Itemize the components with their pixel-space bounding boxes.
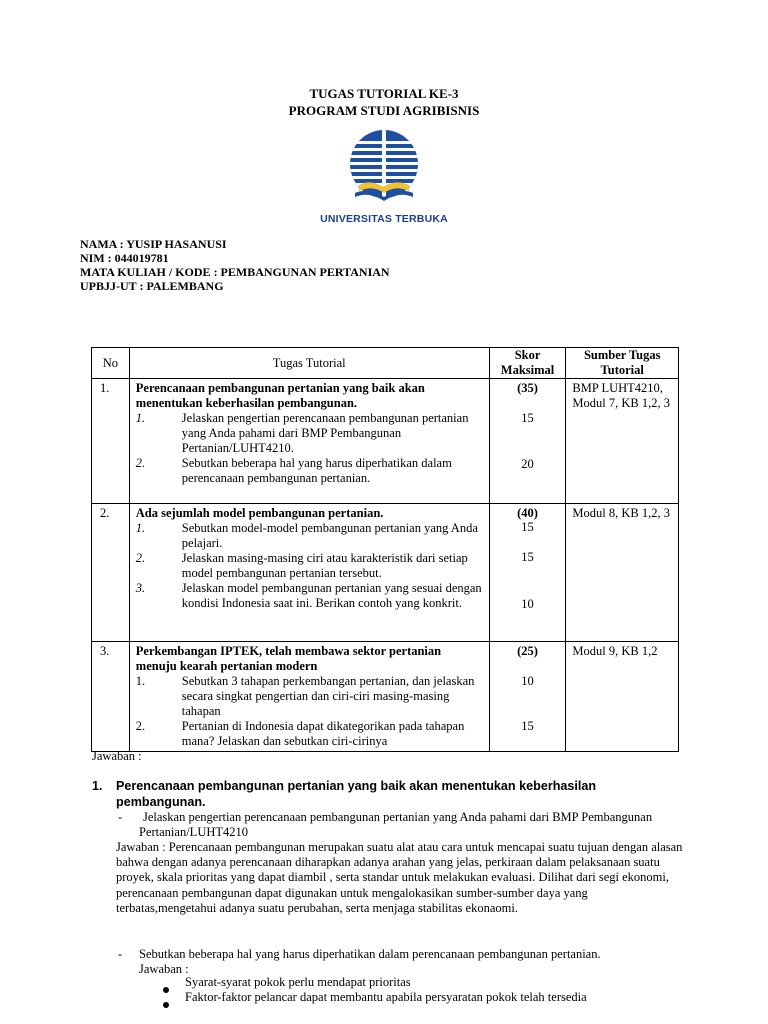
header-source: Sumber Tugas Tutorial <box>566 348 679 379</box>
table-header-row <box>92 348 679 379</box>
source-cell: BMP LUHT4210, Modul 7, KB 1,2, 3 <box>566 379 679 504</box>
item-score: 15 <box>521 719 534 733</box>
task-item: 3. Jelaskan model pembangunan pertanian yang sesuai dengan kondisi Indonesia saat ini. Berikan contoh yang konkrit. <box>135 581 482 610</box>
task-heading: Ada sejumlah model pembangunan pertanian. <box>135 506 384 520</box>
table-row <box>92 642 679 752</box>
table-row <box>92 379 679 504</box>
task-item: 2. Pertanian di Indonesia dapat dikategorikan pada tahapan mana? Jelaskan dan sebutkan ciri-cirinya <box>135 719 465 748</box>
student-name: NAMA : YUSIP HASANUSI <box>80 237 227 251</box>
header-skor: Skor Maksimal <box>489 348 566 379</box>
task-item: 2. Jelaskan masing-masing ciri atau karakteristik dari setiap model pembangunan pertanian tersebut. <box>135 551 468 580</box>
list-item: Faktor-faktor pelancar dapat membantu apabila persyaratan pokok telah tersedia <box>185 990 587 1004</box>
item-score: 20 <box>521 457 534 471</box>
header-task: Tugas Tutorial <box>129 348 489 379</box>
question-2-text: Sebutkan beberapa hal yang harus diperhatikan dalam perencanaan pembangunan pertanian. <box>139 947 601 961</box>
question-1-text: Jelaskan pengertian perencanaan pembangunan pertanian yang Anda pahami dari BMP Pembangunan Pertanian/LUHT4210 <box>139 810 653 840</box>
table-row <box>92 504 679 642</box>
ut-emblem-icon <box>343 127 425 211</box>
task-heading: Perkembangan IPTEK, telah membawa sektor pertanian menuju kearah pertanian modern <box>135 644 442 673</box>
question-1-answer: Jawaban : Perencanaan pembangunan merupakan suatu alat atau cara untuk mencapai suatu tujuan dengan alasan bahwa dengan adanya perencanaan diharapkan adanya arahan yang jelas, perkiraan dalam pelaksanaan suatu proyek, skala prioritas yang dapat diambil , serta standar untuk melakukan evaluasi. Dilihat dari segi ekonomi, perencanaan pembangunan dapat digunakan untuk mengalokasikan sumber-sumber daya yang terbatas,mengetahui adanya suatu perubahan, serta menjaga stabilitas ekonaomi. <box>116 840 683 915</box>
upbjj: UPBJJ-UT : PALEMBANG <box>80 279 224 293</box>
program-title: PROGRAM STUDI AGRIBISNIS <box>288 103 480 118</box>
item-score: 15 <box>521 520 534 534</box>
heading-score: (40) <box>517 506 538 520</box>
item-score: 10 <box>521 597 534 611</box>
task-item: 1. Jelaskan pengertian perencanaan pembangunan pertanian yang Anda pahami dari BMP Pembangunan Pertanian/LUHT4210. <box>135 411 469 455</box>
university-logo <box>0 127 768 225</box>
task-heading: Perencanaan pembangunan pertanian yang baik akan menentukan keberhasilan pembangunan. <box>135 381 425 410</box>
bullet-icon <box>163 995 169 1013</box>
section-number: 1. <box>92 779 103 793</box>
item-score: 15 <box>521 411 534 425</box>
source-cell: Modul 8, KB 1,2, 3 <box>566 504 679 642</box>
heading-score: (35) <box>517 381 538 395</box>
source-cell: Modul 9, KB 1,2 <box>566 642 679 752</box>
course-code: MATA KULIAH / KODE : PEMBANGUNAN PERTANIAN <box>80 265 390 279</box>
heading-score: (25) <box>517 644 538 658</box>
score-cell <box>489 504 566 642</box>
item-score: 10 <box>521 674 534 688</box>
student-nim: NIM : 044019781 <box>80 251 169 265</box>
score-cell <box>489 379 566 504</box>
row-number: 3. <box>92 642 130 752</box>
document-title: TUGAS TUTORIAL KE-3 <box>309 86 459 101</box>
question-dash: - <box>118 947 123 961</box>
question-dash: - <box>118 810 123 824</box>
section-title: Perencanaan pembangunan pertanian yang baik akan menentukan keberhasilan pembangunan. <box>116 779 597 809</box>
header-no: No <box>92 348 130 379</box>
row-number: 1. <box>92 379 130 504</box>
task-item: 1. Sebutkan 3 tahapan perkembangan pertanian, dan jelaskan secara singkat pengertian dan ciri-ciri masing-masing tahapan <box>135 674 475 718</box>
score-cell <box>489 642 566 752</box>
logo-text: UNIVERSITAS TERBUKA <box>320 213 448 225</box>
question-2-label: Jawaban : <box>139 962 189 976</box>
task-item: 2. Sebutkan beberapa hal yang harus diperhatikan dalam perencanaan pembangunan pertanian. <box>135 456 452 485</box>
task-item: 1. Sebutkan model-model pembangunan pertanian yang Anda pelajari. <box>135 521 478 550</box>
list-item: Syarat-syarat pokok perlu mendapat prioritas <box>185 975 411 989</box>
item-score: 15 <box>521 550 534 564</box>
tutorial-table <box>91 347 679 752</box>
answer-label: Jawaban : <box>92 749 142 763</box>
row-number: 2. <box>92 504 130 642</box>
